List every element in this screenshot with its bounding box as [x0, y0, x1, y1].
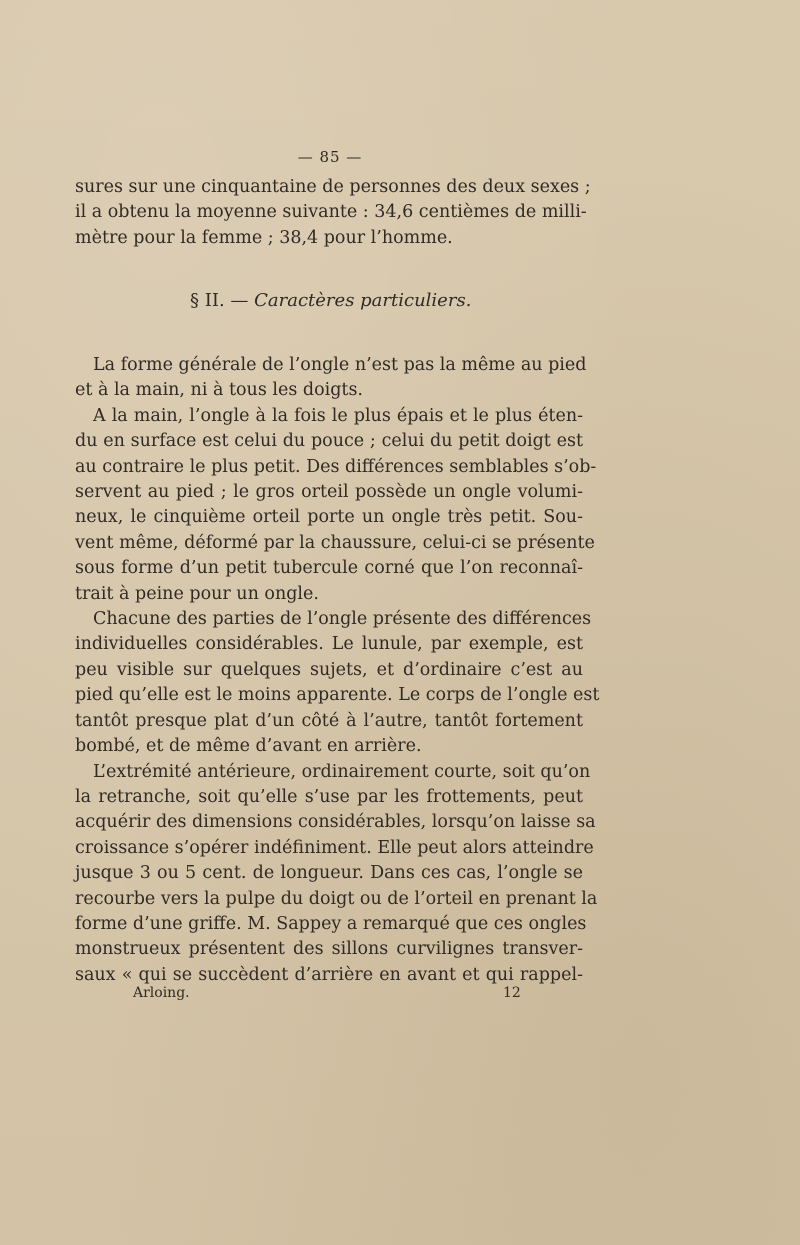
text-line: individuelles considérables. Le lunule, par exemple, est	[75, 634, 583, 655]
text-line: la retranche, soit qu’elle s’use par les frottements, peut	[75, 786, 583, 807]
text-line: vent même, déformé par la chaussure, celui-ci se présente	[75, 532, 595, 553]
text-line: servent au pied ; le gros orteil possède un ongle volumi-	[75, 482, 583, 503]
text-line: il a obtenu la moyenne suivante : 34,6 centièmes de milli-	[75, 202, 587, 223]
text-line: forme d’une griffe. M. Sappey a remarqué que ces ongles	[75, 913, 587, 934]
text-line: tantôt presque plat d’un côté à l’autre, tantôt fortement	[75, 710, 583, 731]
text-line: monstrueux présentent des sillons curvilignes transver-	[75, 939, 583, 960]
text-line: jusque 3 ou 5 cent. de longueur. Dans ces cas, l’ongle se	[75, 863, 583, 884]
text-line: A la main, l’ongle à la fois le plus épais et le plus éten-	[93, 405, 583, 426]
intro-text	[75, 175, 591, 251]
text-line: bombé, et de même d’avant en arrière.	[75, 736, 422, 757]
text-line: acquérir des dimensions considérables, lorsqu’on laisse sa	[75, 812, 596, 833]
text-line: Chacune des parties de l’ongle présente des différences	[93, 609, 592, 630]
text-line: neux, le cinquième orteil porte un ongle très petit. Sou-	[75, 507, 583, 528]
text-line: du en surface est celui du pouce ; celui du petit doigt est	[75, 431, 583, 452]
section-title: Caractères particuliers.	[254, 290, 472, 311]
text-line: recourbe vers la pulpe du doigt ou de l’orteil en prenant la	[75, 888, 598, 909]
text-line: saux « qui se succèdent d’arrière en avant et qui rappel-	[75, 964, 583, 985]
text-line: sous forme d’un petit tubercule corné que l’on reconnaî-	[75, 558, 583, 579]
text-line: croissance s’opérer indéfiniment. Elle peut alors atteindre	[75, 837, 594, 858]
text-line: mètre pour la femme ; 38,4 pour l’homme.	[75, 227, 453, 248]
page-number: — 85 —	[297, 148, 363, 166]
text-line: sures sur une cinquantaine de personnes des deux sexes ;	[75, 177, 591, 197]
text-line: L’extrémité antérieure, ordinairement courte, soit qu’on	[93, 761, 591, 782]
footer-author: Arloing.	[133, 985, 190, 1001]
text-line: trait à peine pour un ongle.	[75, 583, 319, 604]
text-line: pied qu’elle est le moins apparente. Le corps de l’ongle est	[75, 685, 600, 706]
section-heading	[190, 290, 471, 311]
signature-mark: 12	[503, 985, 521, 1001]
section-number: § II. —	[190, 290, 249, 311]
body-text	[75, 353, 600, 988]
text-line: La forme générale de l’ongle n’est pas la même au pied	[93, 355, 587, 375]
text-line: peu visible sur quelques sujets, et d’ordinaire c’est au	[75, 659, 583, 680]
text-line: et à la main, ni à tous les doigts.	[75, 380, 363, 401]
text-line: au contraire le plus petit. Des différences semblables s’ob-	[75, 456, 597, 477]
